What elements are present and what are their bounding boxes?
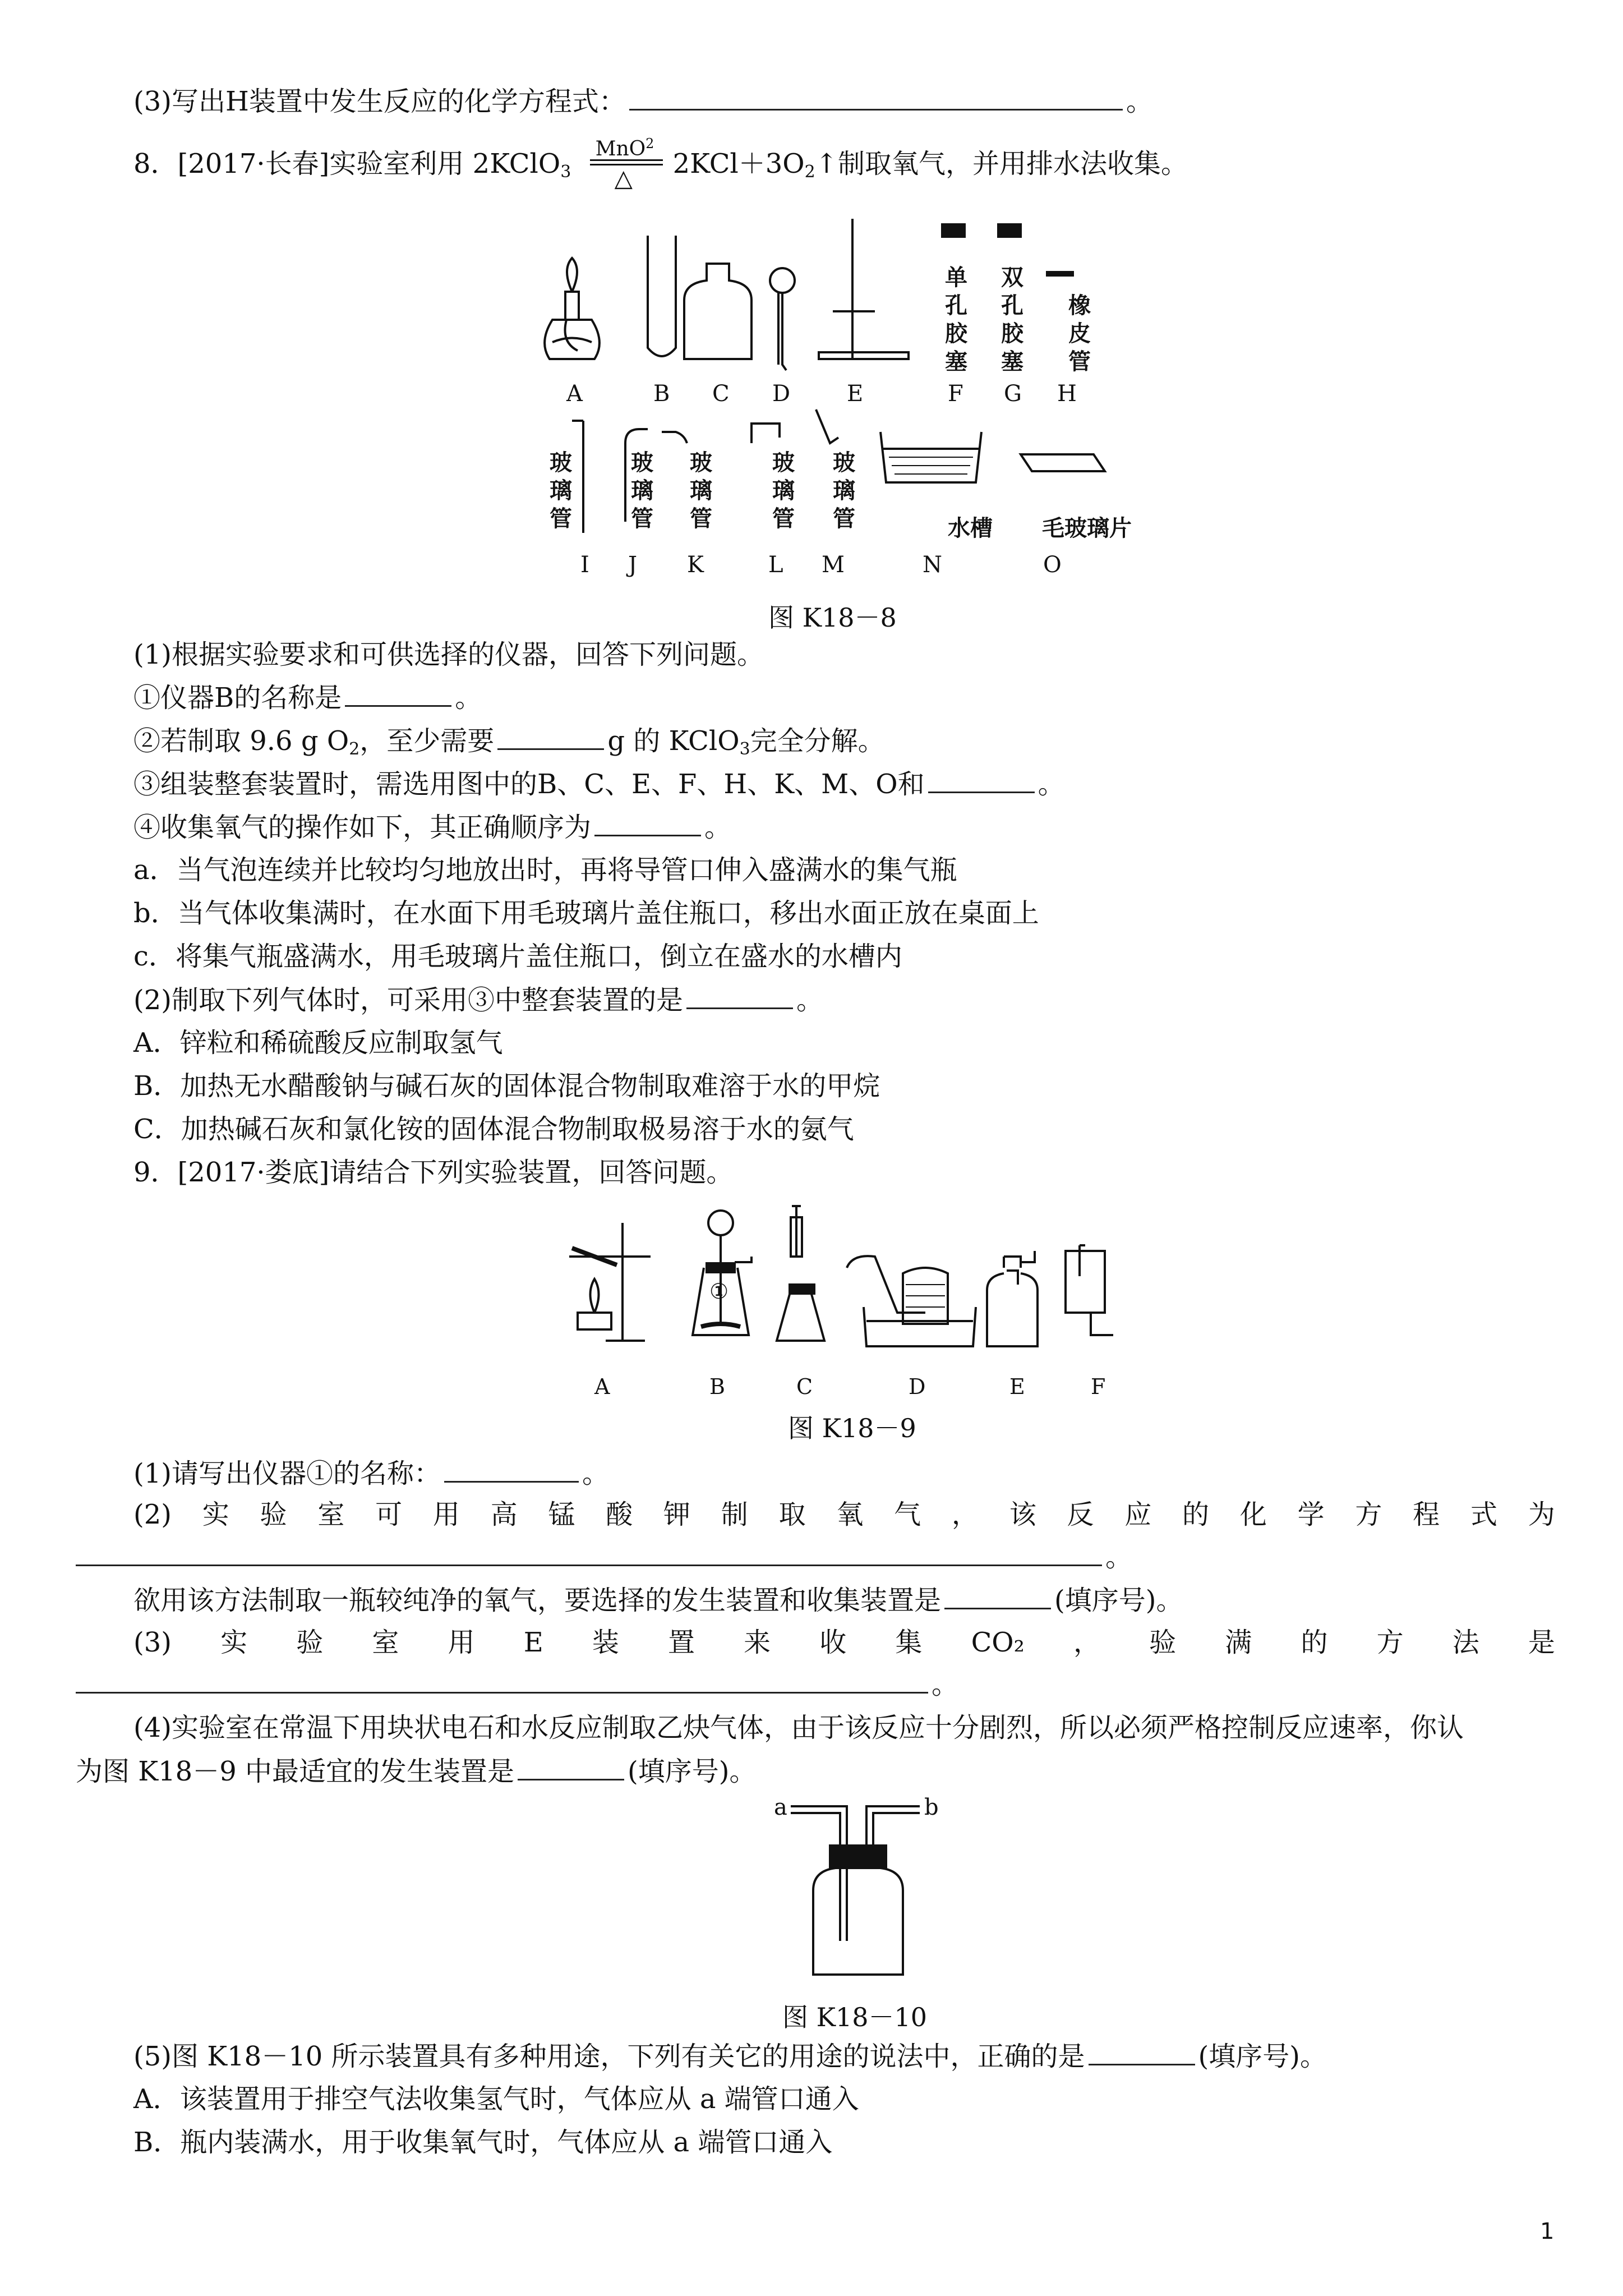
q9-option-B: B．瓶内装满水，用于收集氧气时，气体应从 a 端管口通入 — [133, 2127, 833, 2158]
label-water-trough: 水槽 — [948, 516, 993, 541]
figure-caption-k18-8: 图 K18－8 — [768, 602, 897, 633]
q8-part1-b: ②若制取 9.6 g $O_2$，至少需要 g 的 KClO$_3$完全分解。 — [133, 724, 885, 766]
port-b-label: b — [924, 1795, 939, 1820]
q9-part2-line1: (2) 实 验 室 可 用 高 锰 酸 钾 制 取 氧 气 ， 该 反 应 的 化 学 方 程 式 为 — [133, 1499, 1555, 1530]
q8-part1-d: ④收集氧气的操作如下，其正确顺序为 。 — [133, 810, 731, 844]
label-rubber-tube: 橡皮管 — [1068, 293, 1091, 375]
page-number: 1 — [1540, 2219, 1555, 2244]
q8-option-b: b．当气体收集满时，在水面下用毛玻璃片盖住瓶口，移出水面正放在桌面上 — [133, 898, 1039, 929]
q8-option-c: c．将集气瓶盛满水，用毛玻璃片盖住瓶口，倒立在盛水的水槽内 — [133, 941, 902, 972]
apparatus-d-icon — [847, 1256, 976, 1346]
letter-f: F — [1091, 1374, 1106, 1399]
apparatus-e-icon — [987, 1251, 1038, 1346]
label-glass-tube-m: 玻璃管 — [833, 450, 855, 532]
answer-blank — [594, 810, 701, 836]
letter-c: C — [712, 381, 730, 407]
q9-part4-line1: (4)实验室在常温下用块状电石和水反应制取乙炔气体，由于该反应十分剧烈，所以必须严格控制反应速率，你认 — [133, 1712, 1464, 1743]
q9-part2-line3: 欲用该方法制取一瓶较纯净的氧气，要选择的发生装置和收集装置是 (填序号)。 — [133, 1583, 1183, 1617]
apparatus-c-icon — [777, 1206, 824, 1341]
q8-part1-a: ①仪器B的名称是 。 — [133, 680, 482, 715]
glass-tube-m-icon — [816, 409, 838, 443]
iron-stand-icon — [819, 219, 909, 359]
letter-n: N — [923, 552, 942, 578]
letter-a: A — [594, 1374, 610, 1399]
answer-blank — [928, 767, 1035, 793]
q9-part3-line2: 。 — [76, 1667, 958, 1701]
q8-option-A: A．锌粒和稀硫酸反应制取氢气 — [133, 1027, 503, 1059]
letter-d: D — [909, 1374, 926, 1399]
letter-f: F — [948, 381, 963, 407]
circle-one-marker: ① — [709, 1279, 729, 1304]
letter-o: O — [1043, 552, 1062, 578]
q8-heading: 8．[2017·长春]实验室利用 2KClO$_3$ MnO$^2$ △ $2KCl+3O_2↑$制取氧气，并用排水法收集。 — [133, 136, 1188, 192]
letter-m: M — [822, 552, 845, 578]
letter-j: J — [628, 552, 638, 578]
q9-part4-line2: 为图 K18－9 中最适宜的发生装置是 (填序号)。 — [76, 1754, 756, 1788]
q8-option-B: B．加热无水醋酸钠与碱石灰的固体混合物制取难溶于水的甲烷 — [133, 1070, 880, 1102]
double-hole-stopper-icon — [998, 224, 1021, 237]
apparatus-f-icon — [1066, 1245, 1113, 1335]
answer-blank — [944, 1583, 1051, 1609]
answer-blank — [497, 724, 604, 750]
q8-part1-c: ③组装整套装置时，需选用图中的B、C、E、F、H、K、M、O和 。 — [133, 767, 1065, 801]
test-tube-icon — [648, 236, 676, 356]
letter-a: A — [566, 381, 583, 407]
q7-part3: (3)写出H装置中发生反应的化学方程式： 。 — [133, 84, 1153, 118]
q8-part1: (1)根据实验要求和可供选择的仪器，回答下列问题。 — [133, 639, 764, 670]
q9-part1: (1)请写出仪器①的名称： 。 — [133, 1456, 609, 1490]
letter-e: E — [847, 381, 864, 407]
gas-bottle-icon — [684, 264, 751, 359]
label-glass-tube-l: 玻璃管 — [772, 450, 795, 532]
letter-i: I — [580, 552, 589, 578]
answer-blank — [518, 1754, 624, 1780]
letter-c: C — [796, 1374, 813, 1399]
single-hole-stopper-icon — [942, 224, 965, 237]
letter-b: B — [709, 1374, 725, 1399]
q8-option-C: C．加热碱石灰和氯化铵的固体混合物制取极易溶于水的氨气 — [133, 1114, 854, 1145]
letter-e: E — [1009, 1374, 1025, 1399]
glass-plate-icon — [1021, 454, 1105, 471]
apparatus-b-icon — [693, 1211, 751, 1335]
answer-blank — [76, 1667, 928, 1694]
figure-k18-10 — [774, 1795, 965, 1986]
label-glass-tube-k: 玻璃管 — [690, 450, 712, 532]
letter-h: H — [1057, 381, 1077, 407]
figure-caption-k18-10: 图 K18－10 — [782, 2002, 928, 2032]
answer-blank — [1089, 2039, 1195, 2065]
letter-b: B — [653, 381, 670, 407]
label-glass-tube-i: 玻璃管 — [550, 450, 572, 532]
q9-part3-line1: (3) 实 验 室 用 E 装 置 来 收 集 CO₂ ， 验 满 的 方 法 是 — [133, 1627, 1555, 1658]
answer-blank — [686, 983, 793, 1009]
water-trough-icon — [880, 432, 981, 482]
answer-blank — [345, 680, 451, 707]
funnel-icon — [770, 268, 795, 370]
alcohol-lamp-icon — [545, 258, 600, 359]
reaction-arrow: MnO$^2$ △ — [590, 147, 663, 181]
q8-part2: (2)制取下列气体时，可采用③中整套装置的是 。 — [133, 983, 823, 1017]
glass-tube-k-icon — [662, 432, 687, 443]
label-glass-tube-j: 玻璃管 — [631, 450, 653, 532]
letter-l: L — [768, 552, 783, 578]
answer-blank — [444, 1456, 579, 1483]
answer-blank — [629, 84, 1123, 111]
q9-part5: (5)图 K18－10 所示装置具有多种用途，下列有关它的用途的说法中，正确的是 (填序号)。 — [133, 2039, 1327, 2073]
q9-option-A: A．该装置用于排空气法收集氢气时，气体应从 a 端管口通入 — [133, 2083, 859, 2115]
q8-option-a: a．当气泡连续并比较均匀地放出时，再将导管口伸入盛满水的集气瓶 — [133, 854, 957, 886]
figure-caption-k18-9: 图 K18－9 — [788, 1413, 916, 1443]
label-single-hole-stopper: 单孔胶塞 — [945, 265, 967, 375]
q9-part2-line2: 。 — [76, 1540, 1132, 1574]
label-glass-plate: 毛玻璃片 — [1042, 516, 1132, 541]
apparatus-a-icon — [569, 1223, 651, 1341]
figure-k18-9 — [561, 1200, 1133, 1408]
glass-tube-l-icon — [751, 424, 780, 443]
label-double-hole-stopper: 双孔胶塞 — [1001, 265, 1023, 375]
answer-blank — [76, 1540, 1102, 1566]
letter-k: K — [687, 552, 704, 578]
port-a-label: a — [774, 1795, 787, 1820]
letter-d: D — [772, 381, 791, 407]
letter-g: G — [1004, 381, 1022, 407]
q9-heading: 9．[2017·娄底]请结合下列实验装置，回答问题。 — [133, 1157, 734, 1188]
